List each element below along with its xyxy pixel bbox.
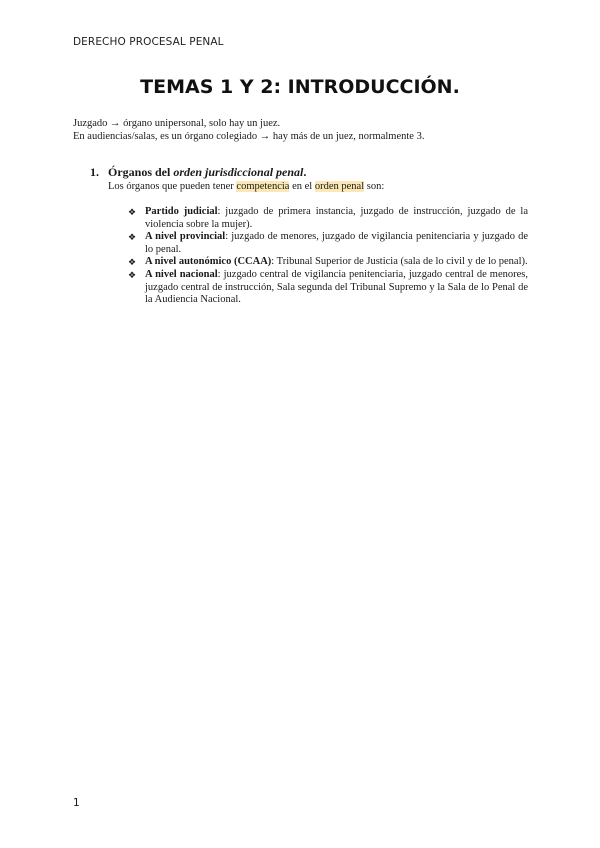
lead-text-middle: en el bbox=[289, 181, 315, 192]
highlight-orden-penal: orden penal bbox=[314, 181, 365, 192]
list-item-term: A nivel autonómico (CCAA) bbox=[145, 256, 272, 268]
list-item bbox=[128, 206, 528, 231]
list-item-text: : juzgado de primera instancia, juzgado de instrucción, juzgado de la violencia sobre la mujer). bbox=[145, 206, 528, 230]
diamond-bullet-icon: ❖ bbox=[128, 257, 137, 268]
list-item-term: A nivel nacional bbox=[145, 268, 218, 280]
running-header: DERECHO PROCESAL PENAL bbox=[73, 36, 224, 48]
diamond-bullet-icon: ❖ bbox=[128, 207, 137, 217]
list-item-term: Partido judicial bbox=[145, 206, 218, 217]
lead-text-before: Los órganos que pueden tener bbox=[108, 181, 237, 192]
list-item bbox=[128, 269, 528, 307]
section-heading bbox=[90, 165, 306, 180]
section-lead bbox=[108, 181, 384, 192]
list-item-term: A nivel provincial bbox=[145, 231, 226, 243]
section-heading-emphasis: orden jurisdiccional penal bbox=[173, 165, 304, 179]
section-number: 1. bbox=[90, 165, 99, 179]
page-title: TEMAS 1 Y 2: INTRODUCCIÓN. bbox=[140, 76, 460, 98]
diamond-bullet-icon: ❖ bbox=[128, 269, 137, 280]
section-heading-suffix: . bbox=[303, 165, 307, 179]
intro-line-unipersonal: Juzgado → órgano unipersonal, solo hay un juez. bbox=[73, 118, 281, 129]
list-item-text: : juzgado central de vigilancia penitenciaria, juzgado central de menores, juzgado central de instrucción, Sala segunda del Tribunal Supremo y la Sala de lo Penal de la Audiencia Nacional. bbox=[145, 268, 528, 306]
lead-text-after: son: bbox=[364, 181, 385, 192]
highlight-competencia: competencia bbox=[236, 181, 290, 192]
diamond-bullet-icon: ❖ bbox=[128, 232, 137, 243]
list-item-text: : Tribunal Superior de Justicia (sala de lo civil y de lo penal). bbox=[271, 256, 528, 268]
list-item-text: : juzgado de menores, juzgado de vigilancia penitenciaria y juzgado de lo penal. bbox=[145, 231, 528, 255]
list-item bbox=[128, 256, 528, 269]
page-number: 1 bbox=[73, 797, 80, 809]
intro-paragraph bbox=[73, 117, 533, 143]
list-item bbox=[128, 231, 528, 256]
organ-list bbox=[128, 206, 528, 307]
section-heading-prefix: Órganos del bbox=[108, 165, 174, 179]
intro-line-colegiado: En audiencias/salas, es un órgano colegiado → hay más de un juez, normalmente 3. bbox=[73, 131, 425, 142]
